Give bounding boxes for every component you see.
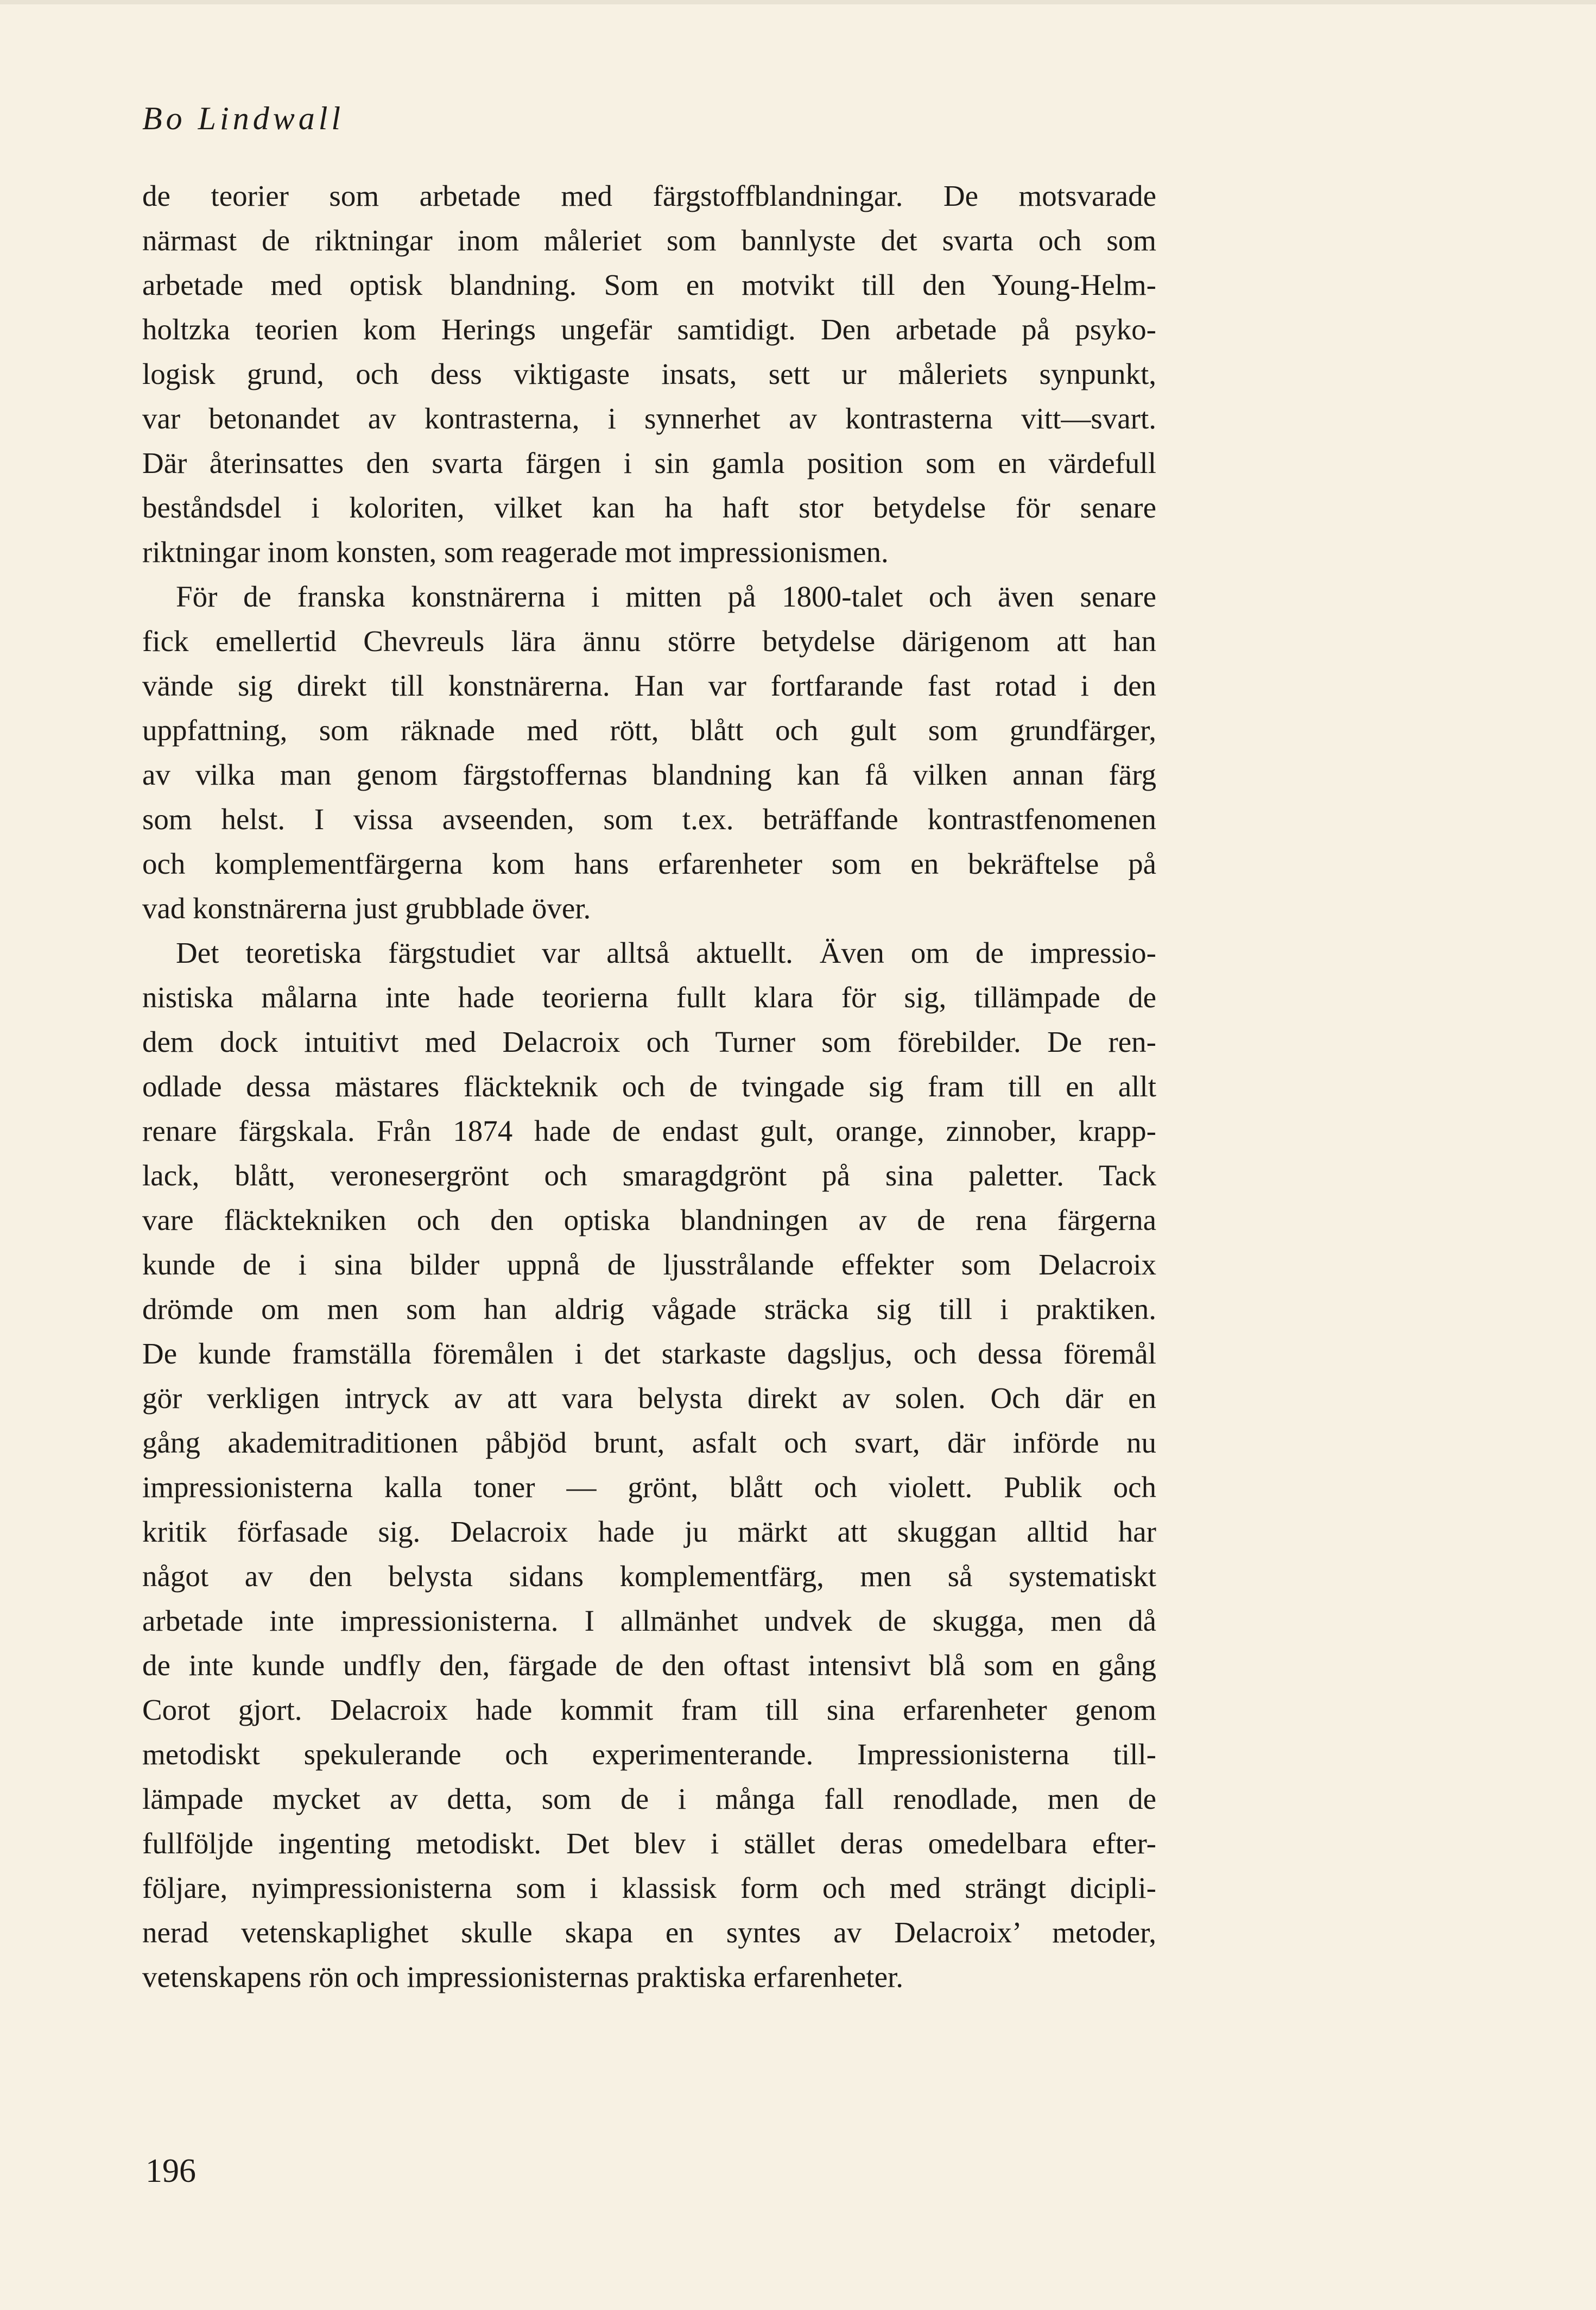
- text-line: något av den belysta sidans komplementfärg, men så systematiskt: [142, 1560, 1156, 1593]
- text-line: kunde de i sina bilder uppnå de ljusstrålande effekter som Delacroix: [142, 1248, 1156, 1281]
- running-head-author: Bo Lindwall: [142, 100, 345, 136]
- page-number: 196: [145, 2153, 196, 2189]
- text-line: logisk grund, och dess viktigaste insats, sett ur måleriets synpunkt,: [142, 357, 1156, 390]
- text-line: riktningar inom konsten, som reagerade mot impressionismen.: [142, 535, 889, 569]
- text-line: Där återinsattes den svarta färgen i sin gamla position som en värdefull: [142, 446, 1156, 479]
- text-line: nistiska målarna inte hade teorierna fullt klara för sig, tillämpade de: [142, 981, 1156, 1014]
- text-line: vände sig direkt till konstnärerna. Han var fortfarande fast rotad i den: [142, 669, 1156, 702]
- text-line: fick emellertid Chevreuls lära ännu större betydelse därigenom att han: [142, 624, 1156, 658]
- text-line: vad konstnärerna just grubblade över.: [142, 892, 591, 925]
- text-line: fullföljde ingenting metodiskt. Det blev i stället deras omedelbara efter-: [142, 1827, 1156, 1860]
- text-line: gör verkligen intryck av att vara belysta direkt av solen. Och där en: [142, 1381, 1156, 1415]
- text-line: beståndsdel i koloriten, vilket kan ha haft stor betydelse för senare: [142, 491, 1156, 524]
- text-line: av vilka man genom färgstoffernas blandning kan få vilken annan färg: [142, 758, 1156, 791]
- text-line: närmast de riktningar inom måleriet som bannlyste det svarta och som: [142, 224, 1156, 257]
- text-line: de teorier som arbetade med färgstoffblandningar. De motsvarade: [142, 179, 1156, 212]
- page-top-edge: [0, 0, 1596, 4]
- text-line: vare fläcktekniken och den optiska blandningen av de rena färgerna: [142, 1203, 1156, 1236]
- text-line: lämpade mycket av detta, som de i många fall renodlade, men de: [142, 1782, 1156, 1815]
- text-line: holtzka teorien kom Herings ungefär samtidigt. Den arbetade på psyko-: [142, 313, 1156, 346]
- text-line: drömde om men som han aldrig vågade sträcka sig till i praktiken.: [142, 1292, 1156, 1326]
- text-line: De kunde framställa föremålen i det starkaste dagsljus, och dessa föremål: [142, 1337, 1156, 1370]
- body-text: [142, 174, 1156, 1999]
- text-line: och komplementfärgerna kom hans erfarenheter som en bekräftelse på: [142, 847, 1156, 880]
- text-line: uppfattning, som räknade med rött, blått och gult som grundfärger,: [142, 714, 1156, 747]
- text-line: följare, nyimpressionisterna som i klassisk form och med strängt dicipli-: [142, 1871, 1156, 1904]
- text-line: impressionisterna kalla toner — grönt, blått och violett. Publik och: [142, 1470, 1156, 1504]
- text-line: kritik förfasade sig. Delacroix hade ju märkt att skuggan alltid har: [142, 1515, 1156, 1548]
- text-line: metodiskt spekulerande och experimenterande. Impressionisterna till-: [142, 1738, 1156, 1771]
- text-line: dem dock intuitivt med Delacroix och Turner som förebilder. De ren-: [142, 1025, 1156, 1058]
- text-line: Corot gjort. Delacroix hade kommit fram till sina erfarenheter genom: [142, 1693, 1156, 1726]
- text-line: som helst. I vissa avseenden, som t.ex. beträffande kontrastfenomenen: [142, 803, 1156, 836]
- text-line: odlade dessa mästares fläckteknik och de tvingade sig fram till en allt: [142, 1070, 1156, 1103]
- text-line: gång akademitraditionen påbjöd brunt, asfalt och svart, där införde nu: [142, 1426, 1156, 1459]
- text-line: arbetade inte impressionisterna. I allmänhet undvek de skugga, men då: [142, 1604, 1156, 1637]
- text-line: renare färgskala. Från 1874 hade de endast gult, orange, zinnober, krapp-: [142, 1114, 1156, 1147]
- text-line: arbetade med optisk blandning. Som en motvikt till den Young-Helm-: [142, 268, 1156, 301]
- text-line: vetenskapens rön och impressionisternas praktiska erfarenheter.: [142, 1960, 904, 1993]
- text-line: var betonandet av kontrasterna, i synnerhet av kontrasterna vitt—svart.: [142, 402, 1156, 435]
- text-line: de inte kunde undfly den, färgade de den oftast intensivt blå som en gång: [142, 1649, 1156, 1682]
- text-line: Det teoretiska färgstudiet var alltså aktuellt. Även om de impressio-: [176, 936, 1156, 969]
- text-line: nerad vetenskaplighet skulle skapa en syntes av Delacroix’ metoder,: [142, 1916, 1156, 1949]
- text-line: För de franska konstnärerna i mitten på 1800-talet och även senare: [176, 580, 1156, 613]
- text-line: lack, blått, veronesergrönt och smaragdgrönt på sina paletter. Tack: [142, 1159, 1156, 1192]
